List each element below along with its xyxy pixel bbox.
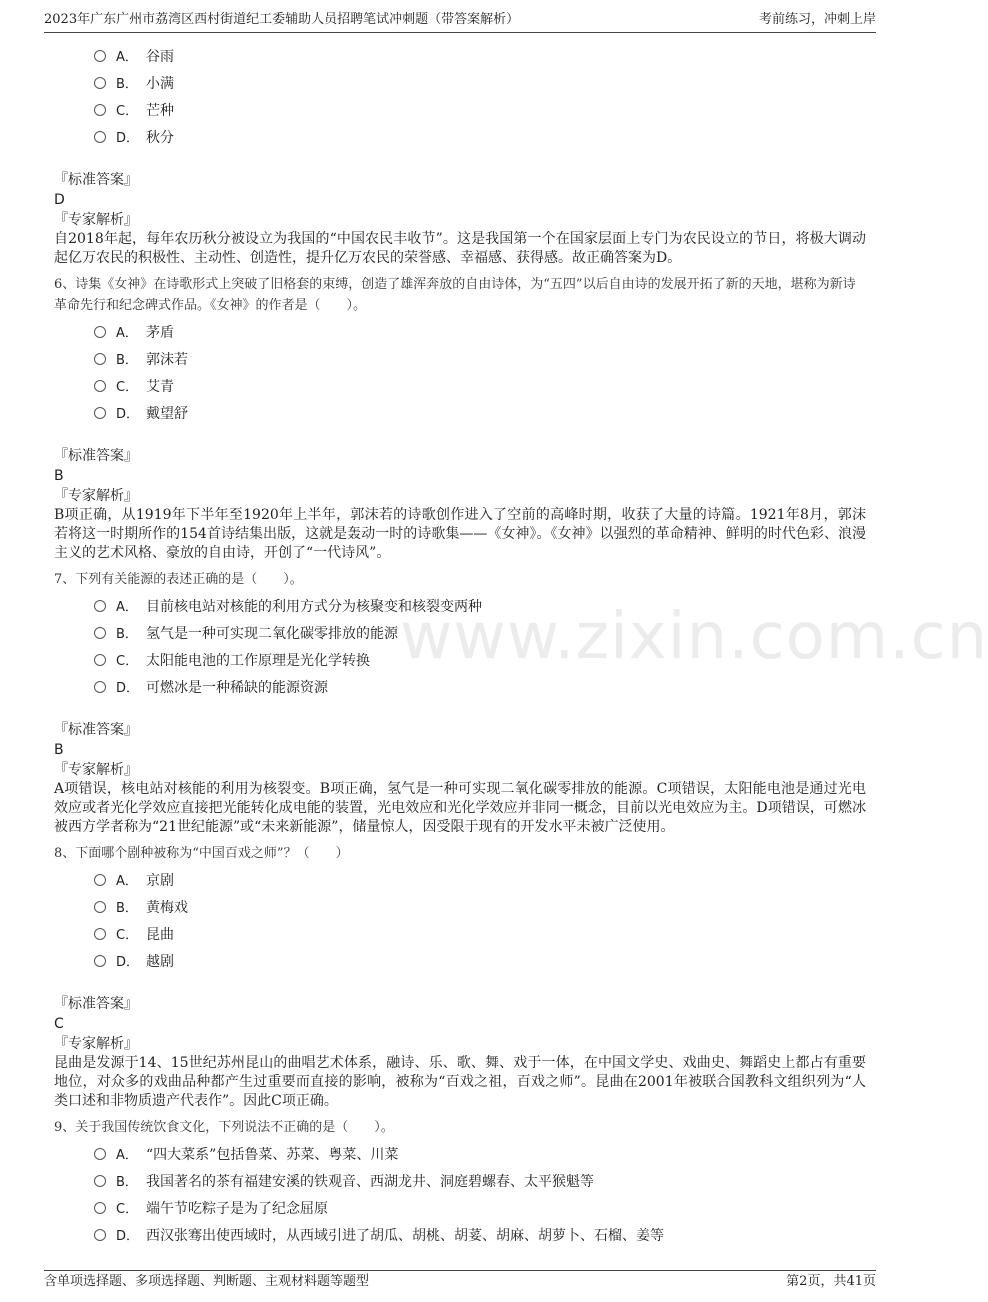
standard-answer-label: 『标准答案』: [54, 996, 138, 1012]
question-block: [54, 1117, 866, 1250]
question-stem: 7、下列有关能源的表述正确的是（ ）。: [54, 572, 303, 587]
option-a[interactable]: A． 目前核电站对核能的利用方式分为核聚变和核裂变两种: [94, 594, 866, 621]
footer-note: 含单项选择题、多项选择题、判断题、主观材料题等题型: [44, 1274, 370, 1289]
radio-icon[interactable]: [94, 326, 106, 338]
option-list: [94, 1142, 866, 1250]
option-d[interactable]: D． 戴望舒: [94, 401, 866, 428]
radio-icon[interactable]: [94, 353, 106, 365]
analysis-text: B项正确，从1919年下半年至1920年上半年，郭沫若的诗歌创作进入了空前的高峰时期，收获了大量的诗篇。1921年8月，郭沫若将这一时期所作的154首诗结集出版，这就是轰动一时的诗歌集——《女神》。《女神》以强烈的革命精神、鲜明的时代色彩、浪漫主义的艺术风格、豪放的自由诗，开创了“一代诗风”。: [54, 507, 866, 561]
analysis-text: A项错误，核电站对核能的利用为核裂变。B项正确，氢气是一种可实现二氧化碳零排放的能源。C项错误，太阳能电池是通过光电效应或者光化学效应直接把光能转化成电能的装置，光电效应和光化学效应并非同一概念，目前以光电效应为主。D项错误，可燃冰被西方学者称为“21世纪能源”或“未来新能源”，储量惊人，因受限于现有的开发水平未被广泛使用。: [54, 781, 866, 835]
option-d[interactable]: D． 西汉张骞出使西域时，从西域引进了胡瓜、胡桃、胡荽、胡麻、胡萝卜、石榴、姜等: [94, 1223, 866, 1250]
option-list: [94, 44, 866, 152]
option-b[interactable]: B． 我国著名的茶有福建安溪的铁观音、西湖龙井、洞庭碧螺春、太平猴魁等: [94, 1169, 866, 1196]
standard-answer-label: 『标准答案』: [54, 172, 138, 188]
page-header: [44, 10, 876, 33]
option-list: [94, 320, 866, 428]
watermark: www.zixin.com.cn: [400, 600, 988, 674]
radio-icon[interactable]: [94, 1229, 106, 1241]
option-c[interactable]: C． 昆曲: [94, 922, 866, 949]
expert-analysis-label: 『专家解析』: [54, 1036, 138, 1052]
option-c[interactable]: C． 艾青: [94, 374, 866, 401]
page-footer: [44, 1270, 876, 1293]
radio-icon[interactable]: [94, 380, 106, 392]
option-a[interactable]: A． 谷雨: [94, 44, 866, 71]
option-c[interactable]: C． 端午节吃粽子是为了纪念屈原: [94, 1196, 866, 1223]
question-stem: 8、下面哪个剧种被称为“中国百戏之师”？（ ）: [54, 846, 349, 861]
question-stem: 9、关于我国传统饮食文化，下列说法不正确的是（ ）。: [54, 1120, 394, 1135]
question-stem: 6、诗集《女神》在诗歌形式上突破了旧格套的束缚，创造了雄浑奔放的自由诗体，为“五四”以后自由诗的发展开拓了新的天地，堪称为新诗革命先行和纪念碑式作品。《女神》的作者是（ ）。: [54, 277, 856, 313]
analysis-text: 自2018年起，每年农历秋分被设立为我国的“中国农民丰收节”。这是我国第一个在国家层面上专门为农民设立的节日，将极大调动起亿万农民的积极性、主动性、创造性，提升亿万农民的荣誉感、幸福感、获得感。故正确答案为D。: [54, 231, 866, 266]
option-list: [94, 868, 866, 976]
question-block: [54, 569, 866, 837]
header-slogan: 考前练习，冲刺上岸: [758, 12, 876, 27]
radio-icon[interactable]: [94, 901, 106, 913]
radio-icon[interactable]: [94, 874, 106, 886]
radio-icon[interactable]: [94, 1148, 106, 1160]
option-b[interactable]: B． 郭沫若: [94, 347, 866, 374]
radio-icon[interactable]: [94, 50, 106, 62]
document-title: 2023年广东广州市荔湾区西村街道纪工委辅助人员招聘笔试冲刺题（带答案解析）: [44, 12, 520, 27]
radio-icon[interactable]: [94, 600, 106, 612]
answer-value: D: [54, 192, 65, 208]
radio-icon[interactable]: [94, 654, 106, 666]
option-c[interactable]: C． 芒种: [94, 98, 866, 125]
standard-answer-label: 『标准答案』: [54, 448, 138, 464]
analysis-text: 昆曲是发源于14、15世纪苏州昆山的曲唱艺术体系，融诗、乐、歌、舞、戏于一体，在中国文学史、戏曲史、舞蹈史上都占有重要地位，对众多的戏曲品种都产生过重要而直接的影响，被称为“百戏之祖，百戏之师”。昆曲在2001年被联合国教科文组织列为“人类口述和非物质遗产代表作”。因此C项正确。: [54, 1055, 866, 1109]
radio-icon[interactable]: [94, 681, 106, 693]
question-block: [54, 274, 866, 563]
option-c[interactable]: C． 太阳能电池的工作原理是光化学转换: [94, 648, 866, 675]
expert-analysis-label: 『专家解析』: [54, 762, 138, 778]
radio-icon[interactable]: [94, 131, 106, 143]
option-b[interactable]: B． 黄梅戏: [94, 895, 866, 922]
expert-analysis-label: 『专家解析』: [54, 212, 138, 228]
option-d[interactable]: D． 秋分: [94, 125, 866, 152]
standard-answer-label: 『标准答案』: [54, 722, 138, 738]
answer-value: C: [54, 1016, 64, 1032]
radio-icon[interactable]: [94, 407, 106, 419]
radio-icon[interactable]: [94, 104, 106, 116]
question-block: [54, 843, 866, 1111]
radio-icon[interactable]: [94, 955, 106, 967]
question-block: [54, 44, 866, 268]
option-b[interactable]: B． 氢气是一种可实现二氧化碳零排放的能源: [94, 621, 866, 648]
option-b[interactable]: B． 小满: [94, 71, 866, 98]
answer-value: B: [54, 468, 64, 484]
answer-value: B: [54, 742, 64, 758]
option-d[interactable]: D． 可燃冰是一种稀缺的能源资源: [94, 675, 866, 702]
radio-icon[interactable]: [94, 77, 106, 89]
radio-icon[interactable]: [94, 928, 106, 940]
option-a[interactable]: A． “四大菜系”包括鲁菜、苏菜、粤菜、川菜: [94, 1142, 866, 1169]
option-a[interactable]: A． 京剧: [94, 868, 866, 895]
option-a[interactable]: A． 茅盾: [94, 320, 866, 347]
radio-icon[interactable]: [94, 1175, 106, 1187]
option-list: [94, 594, 866, 702]
radio-icon[interactable]: [94, 627, 106, 639]
question-list: [54, 44, 866, 1250]
expert-analysis-label: 『专家解析』: [54, 488, 138, 504]
option-d[interactable]: D． 越剧: [94, 949, 866, 976]
page-number: 第2页，共41页: [786, 1274, 876, 1289]
radio-icon[interactable]: [94, 1202, 106, 1214]
